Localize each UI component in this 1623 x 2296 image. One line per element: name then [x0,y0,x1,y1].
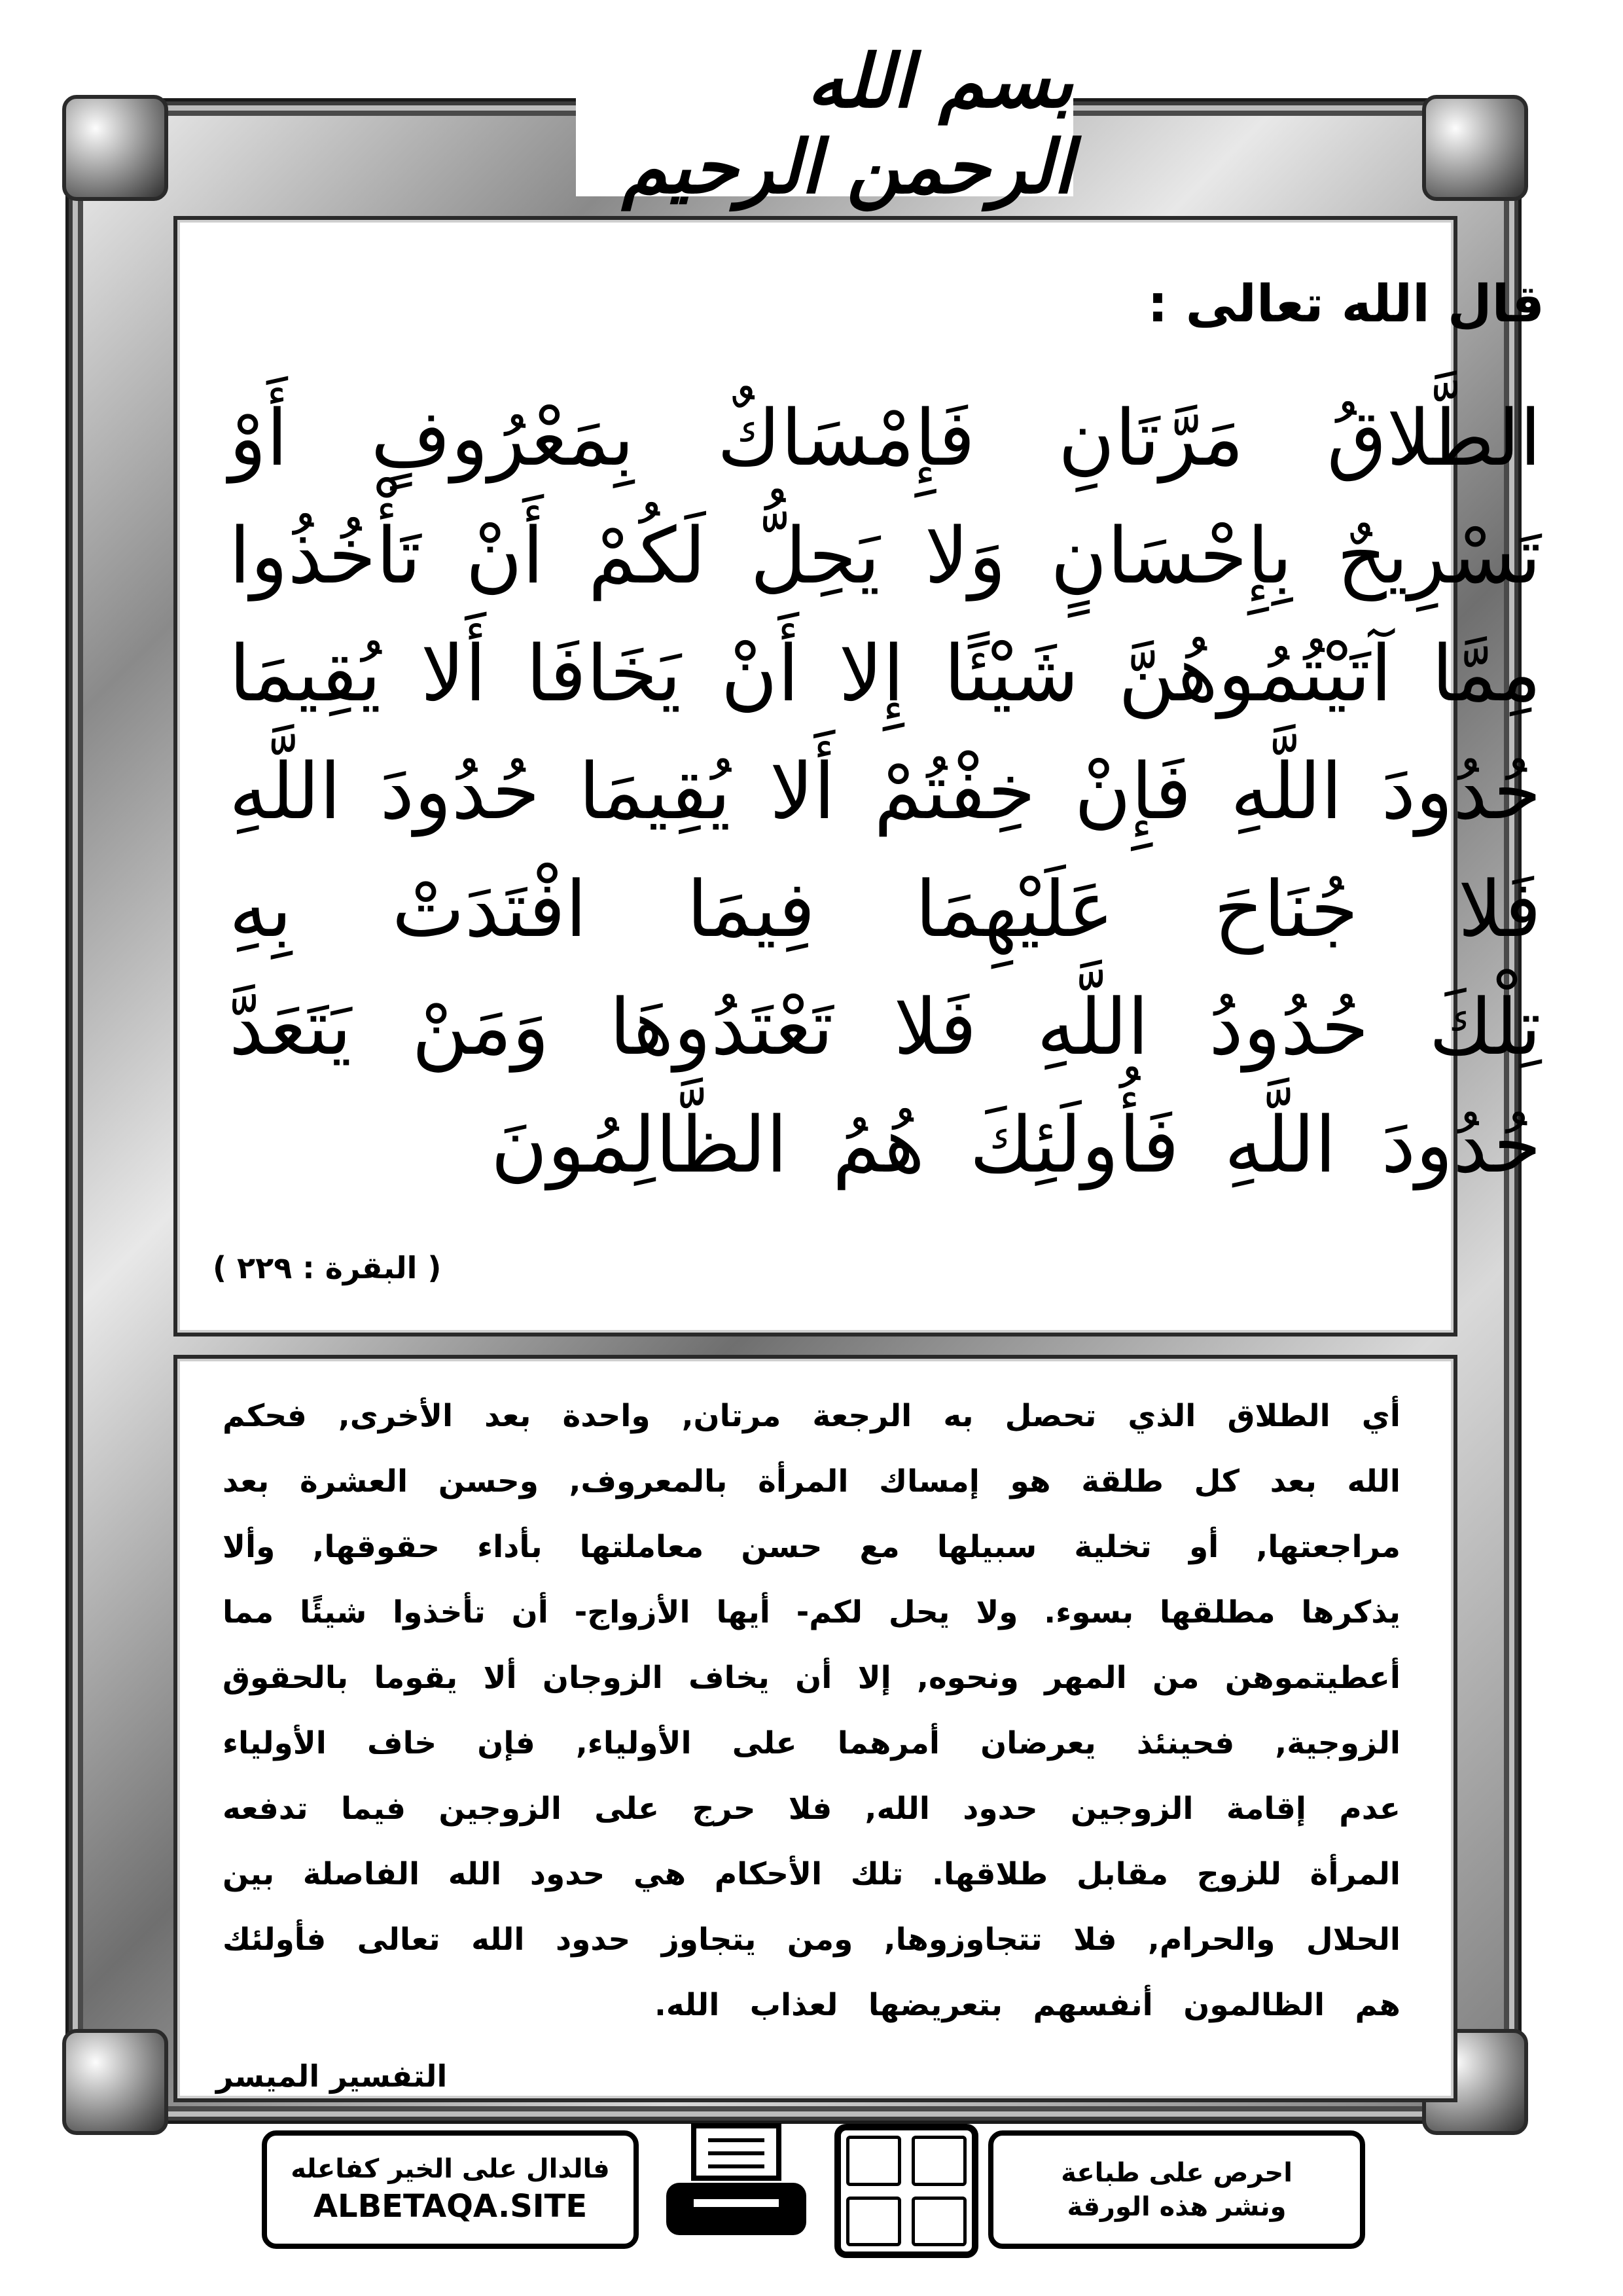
logo-block [912,2136,967,2186]
albetaqa-logo [834,2124,978,2258]
frame-corner [62,95,168,201]
tafsir-line: يذكرها مطلقها بسوء. ولا يحل لكم- أيها الأزواج- أن تأخذوا شيئًا مما [223,1594,1400,1630]
tafsir-line: أي الطلاق الذي تحصل به الرجعة مرتان, واحدة بعد الأخرى, فحكم [223,1398,1400,1434]
tafsir-line: الحلال والحرام, فلا تتجاوزوها, ومن يتجاوز حدود الله تعالى فأولئك [223,1922,1400,1958]
footer-slogan: فالدال على الخير كفاعله [291,2154,610,2185]
verse-line: مِمَّا آتَيْتُمُوهُنَّ شَيْئًا إِلا أَنْ يَخَافَا أَلا يُقِيمَا [229,628,1541,719]
footer-print-line2: ونشر هذه الورقة [1067,2191,1287,2222]
logo-block [846,2136,901,2186]
verse-line: حُدُودَ اللَّهِ فَإِنْ خِفْتُمْ أَلا يُقِيمَا حُدُودَ اللَّهِ [229,746,1541,836]
logo-block [912,2197,967,2247]
printer-icon [661,2121,812,2245]
tafsir-line: الزوجية, فحينئذ يعرضان أمرهما على الأولياء, فإن خاف الأولياء [223,1725,1400,1761]
footer-print-line1: احرص على طباعة [1061,2157,1293,2188]
verse-heading: قال الله تعالى : [1147,275,1544,334]
verse-line: تَسْرِيحٌ بِإِحْسَانٍ وَلا يَحِلُّ لَكُمْ أَنْ تَأْخُذُوا [229,511,1541,601]
footer-box-print-request [988,2130,1365,2249]
tafsir-source: التفسير الميسر [216,2058,448,2094]
tafsir-line: الله بعد كل طلقة هو إمساك المرأة بالمعروف, وحسن العشرة بعد [223,1463,1400,1499]
tafsir-line: هم الظالمون أنفسهم بتعريضها لعذاب الله. [654,1987,1400,2023]
frame-corner [1422,95,1528,201]
verse-line: فَلا جُنَاحَ عَلَيْهِمَا فِيمَا افْتَدَتْ بِهِ [229,864,1541,954]
tafsir-line: المرأة للزوج مقابل طلاقها. تلك الأحكام هي حدود الله الفاصلة بين [223,1856,1400,1892]
tafsir-line: مراجعتها, أو تخلية سبيلها مع حسن معاملتها بأداء حقوقها, وألا [223,1529,1400,1565]
verse-line: حُدُودَ اللَّهِ فَأُولَئِكَ هُمُ الظَّالِمُونَ [491,1100,1541,1190]
logo-block [846,2197,901,2247]
verse-line: تِلْكَ حُدُودُ اللَّهِ فَلا تَعْتَدُوهَا وَمَنْ يَتَعَدَّ [229,982,1541,1072]
verse-line: الطَّلاقُ مَرَّتَانِ فَإِمْسَاكٌ بِمَعْرُوفٍ أَوْ [229,393,1541,483]
basmala-calligraphy: بسم الله الرحمن الرحيم [576,52,1073,196]
footer-website[interactable]: ALBETAQA.SITE [313,2188,588,2225]
verse-reference: ( البقرة : ٢٢٩ ) [213,1250,442,1285]
tafsir-line: أعطيتموهن من المهر ونحوه, إلا أن يخاف الزوجان ألا يقوما بالحقوق [223,1660,1400,1696]
footer-box-website [262,2130,639,2249]
tafsir-line: عدم إقامة الزوجين حدود الله, فلا حرج على الزوجين فيما تدفعه [223,1791,1400,1827]
frame-corner [62,2029,168,2135]
